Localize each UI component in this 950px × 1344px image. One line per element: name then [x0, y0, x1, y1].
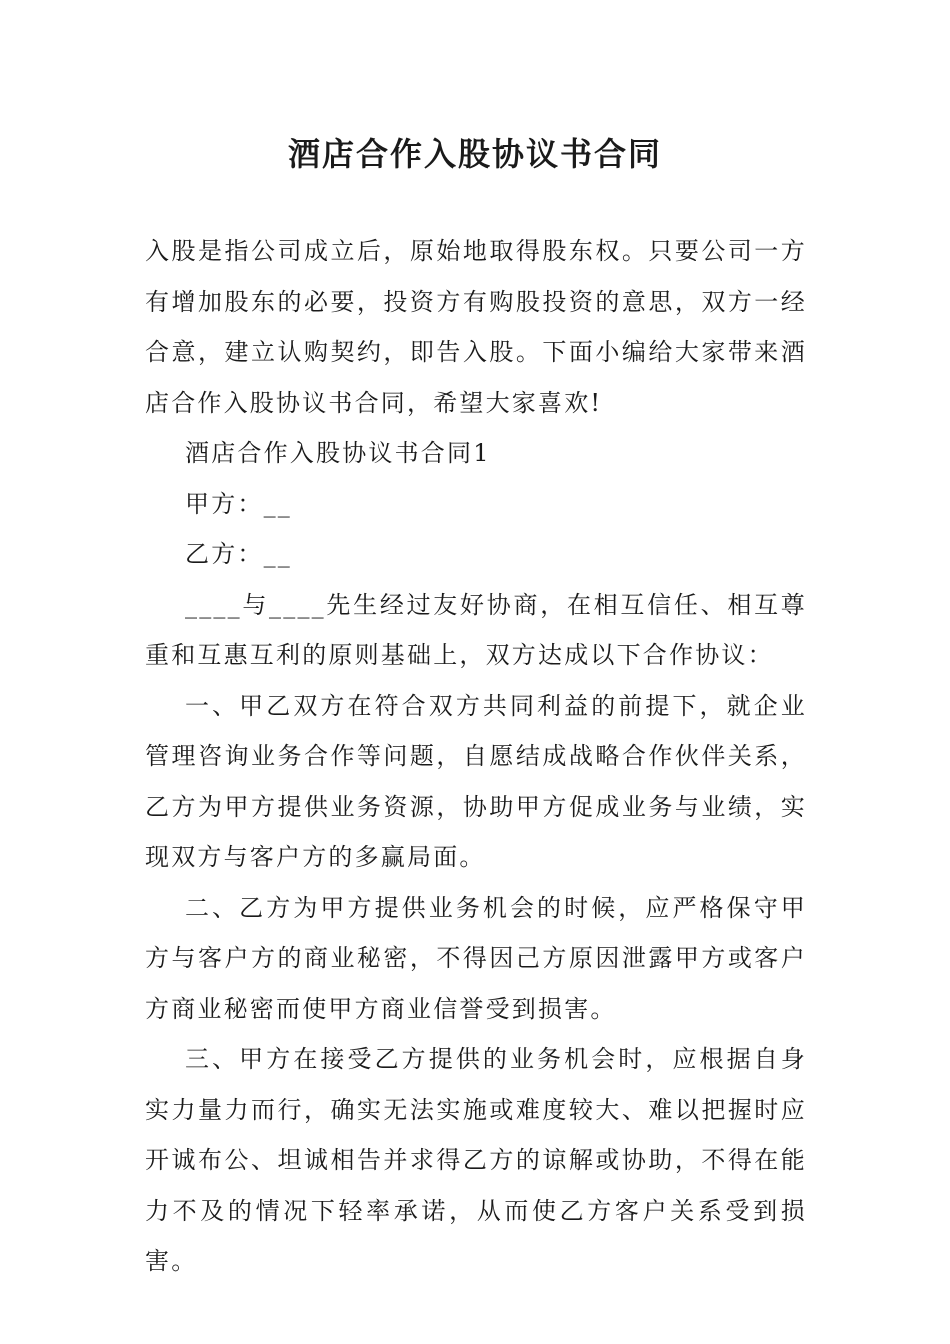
- clause-3: 三、甲方在接受乙方提供的业务机会时，应根据自身实力量力而行，确实无法实施或难度较大、难以把握时应开诚布公、坦诚相告并求得乙方的谅解或协助，不得在能力不及的情况下轻率承诺，从而使乙方客户关系受到损害。: [145, 1045, 807, 1275]
- document-title: 酒店合作入股协议书合同: [287, 135, 662, 173]
- section-heading: 酒店合作入股协议书合同1: [185, 439, 491, 467]
- clause-1: 一、甲乙双方在符合双方共同利益的前提下，就企业管理咨询业务合作等问题，自愿结成战略合作伙伴关系，乙方为甲方提供业务资源，协助甲方促成业务与业绩，实现双方与客户方的多赢局面。: [145, 691, 807, 871]
- intro-paragraph: 入股是指公司成立后，原始地取得股东权。只要公司一方有增加股东的必要，投资方有购股投资的意思，双方一经合意，建立认购契约，即告入股。下面小编给大家带来酒店合作入股协议书合同，希望大家喜欢!: [145, 237, 807, 417]
- document-body: [145, 226, 807, 1287]
- clause-2: 二、乙方为甲方提供业务机会的时候，应严格保守甲方与客户方的商业秘密，不得因己方原因泄露甲方或客户方商业秘密而使甲方商业信誉受到损害。: [145, 893, 807, 1023]
- agreement-preamble: ____与____先生经过友好协商，在相互信任、相互尊重和互惠互利的原则基础上，双方达成以下合作协议：: [145, 590, 807, 669]
- party-b-line: 乙方：__: [185, 540, 292, 568]
- party-a-line: 甲方：__: [185, 489, 292, 518]
